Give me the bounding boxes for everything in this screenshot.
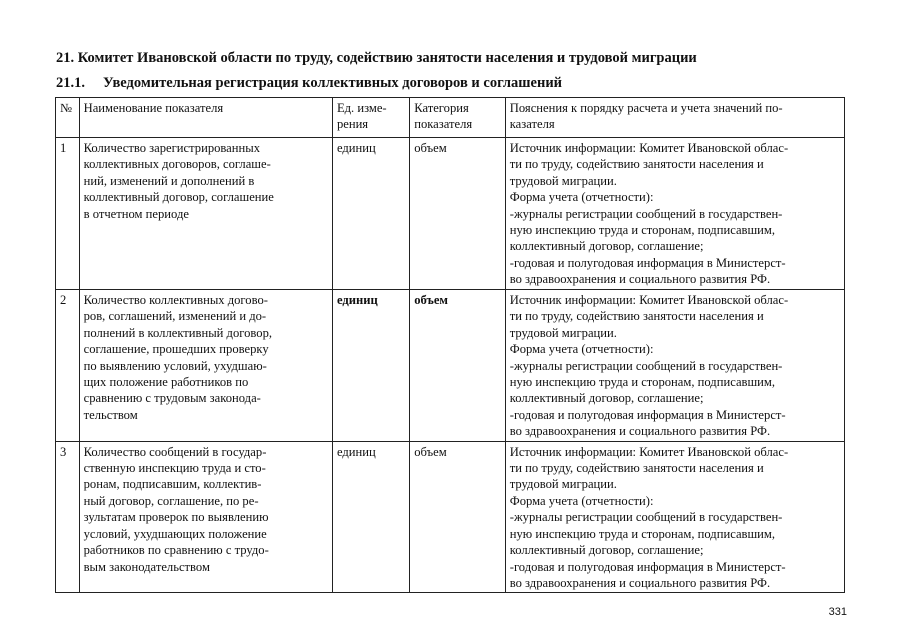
- row-name-line: ронам, подписавшим, коллектив-: [83, 477, 262, 492]
- row-name: [79, 441, 332, 593]
- row-name-line: ров, соглашений, изменений и до-: [83, 309, 267, 324]
- row-explanation: [505, 290, 844, 442]
- row-name-line: Количество зарегистрированных: [83, 141, 261, 155]
- header-explanation-line: казателя: [509, 117, 555, 132]
- row-explanation-line: -годовая и полугодовая информация в Министерст-: [509, 559, 786, 574]
- row-name-line: вым законодательством: [83, 559, 210, 574]
- header-unit-line: рения: [336, 117, 369, 132]
- subsection-number: 21.1.: [56, 75, 85, 91]
- row-explanation-line: Источник информации: Комитет Ивановской облас-: [509, 141, 789, 155]
- row-explanation-line: коллективный договор, соглашение;: [509, 391, 704, 406]
- row-explanation-line: Источник информации: Комитет Ивановской облас-: [509, 444, 789, 459]
- row-explanation-line: Источник информации: Комитет Ивановской облас-: [509, 293, 789, 307]
- table-row: [56, 138, 845, 290]
- row-name-line: Количество коллективных догово-: [83, 293, 268, 307]
- page-number: 331: [828, 606, 847, 618]
- row-name-line: по выявлению условий, ухудшаю-: [83, 358, 267, 373]
- row-name-line: в отчетном периоде: [83, 206, 189, 221]
- subsection-heading: [56, 75, 562, 92]
- row-explanation-line: -годовая и полугодовая информация в Министерст-: [509, 407, 786, 422]
- row-explanation-line: трудовой миграции.: [509, 477, 617, 492]
- row-num: 2: [56, 290, 80, 442]
- row-unit: единиц: [332, 138, 409, 290]
- row-explanation-line: -журналы регистрации сообщений в государствен-: [509, 510, 783, 525]
- row-category: объем: [410, 138, 506, 290]
- header-explanation-line: Пояснения к порядку расчета и учета значений по-: [509, 101, 783, 115]
- row-name: [79, 138, 332, 290]
- header-explanation: [505, 98, 844, 138]
- header-category-line: показателя: [414, 117, 473, 132]
- row-name-line: работников по сравнению с трудо-: [83, 543, 269, 558]
- row-explanation-line: коллективный договор, соглашение;: [509, 239, 704, 254]
- row-name-line: сравнению с трудовым законода-: [83, 391, 261, 406]
- row-explanation-line: ти по труду, содействию занятости населения и: [509, 309, 764, 324]
- row-explanation-line: во здравоохранения и социального развития РФ.: [509, 424, 771, 439]
- row-num: 1: [56, 138, 80, 290]
- header-category: [410, 98, 506, 138]
- subsection-title: Уведомительная регистрация коллективных договоров и соглашений: [103, 75, 563, 91]
- row-name-line: полнений в коллективный договор,: [83, 325, 273, 340]
- table-row: [56, 290, 845, 442]
- row-name-line: щих положение работников по: [83, 375, 249, 390]
- section-heading: 21. Комитет Ивановской области по труду, содействию занятости населения и трудовой миграции: [56, 50, 697, 66]
- table-header-row: [56, 98, 845, 138]
- header-name: Наименование показателя: [79, 98, 332, 138]
- table-row: [56, 441, 845, 593]
- row-explanation-line: во здравоохранения и социального развития РФ.: [509, 575, 771, 590]
- row-name-line: соглашение, прошедших проверку: [83, 342, 269, 357]
- row-category: объем: [410, 290, 506, 442]
- row-explanation-line: во здравоохранения и социального развития РФ.: [509, 272, 771, 287]
- header-unit-line: Ед. изме-: [336, 101, 387, 115]
- row-explanation-line: Форма учета (отчетности):: [509, 342, 654, 357]
- row-name-line: тельством: [83, 407, 138, 422]
- header-category-line: Категория: [414, 101, 469, 115]
- row-explanation-line: ную инспекцию труда и сторонам, подписавшим,: [509, 375, 776, 390]
- row-explanation-line: Форма учета (отчетности):: [509, 190, 654, 205]
- row-explanation-line: ти по труду, содействию занятости населения и: [509, 157, 764, 172]
- row-explanation-line: ти по труду, содействию занятости населения и: [509, 461, 764, 476]
- row-name-line: Количество сообщений в государ-: [83, 444, 267, 459]
- row-explanation: [505, 441, 844, 593]
- row-explanation-line: трудовой миграции.: [509, 173, 617, 188]
- row-name-line: ний, изменений и дополнений в: [83, 173, 255, 188]
- row-explanation-line: -годовая и полугодовая информация в Министерст-: [509, 255, 786, 270]
- row-explanation-line: ную инспекцию труда и сторонам, подписавшим,: [509, 526, 776, 541]
- row-num: 3: [56, 441, 80, 593]
- row-explanation-line: ную инспекцию труда и сторонам, подписавшим,: [509, 223, 776, 238]
- row-explanation-line: -журналы регистрации сообщений в государствен-: [509, 206, 783, 221]
- row-explanation: [505, 138, 844, 290]
- indicators-table: [55, 97, 845, 593]
- row-name-line: ный договор, соглашение, по ре-: [83, 493, 259, 508]
- header-unit: [332, 98, 409, 138]
- row-explanation-line: трудовой миграции.: [509, 325, 617, 340]
- row-category: объем: [410, 441, 506, 593]
- row-name-line: ственную инспекцию труда и сто-: [83, 461, 266, 476]
- row-explanation-line: Форма учета (отчетности):: [509, 493, 654, 508]
- row-explanation-line: -журналы регистрации сообщений в государствен-: [509, 358, 783, 373]
- row-name: [79, 290, 332, 442]
- row-name-line: зультатам проверок по выявлению: [83, 510, 269, 525]
- row-name-line: условий, ухудшающих положение: [83, 526, 267, 541]
- row-name-line: коллективных договоров, соглаше-: [83, 157, 271, 172]
- row-explanation-line: коллективный договор, соглашение;: [509, 543, 704, 558]
- row-name-line: коллективный договор, соглашение: [83, 190, 274, 205]
- row-unit: единиц: [332, 290, 409, 442]
- header-num: №: [56, 98, 80, 138]
- row-unit: единиц: [332, 441, 409, 593]
